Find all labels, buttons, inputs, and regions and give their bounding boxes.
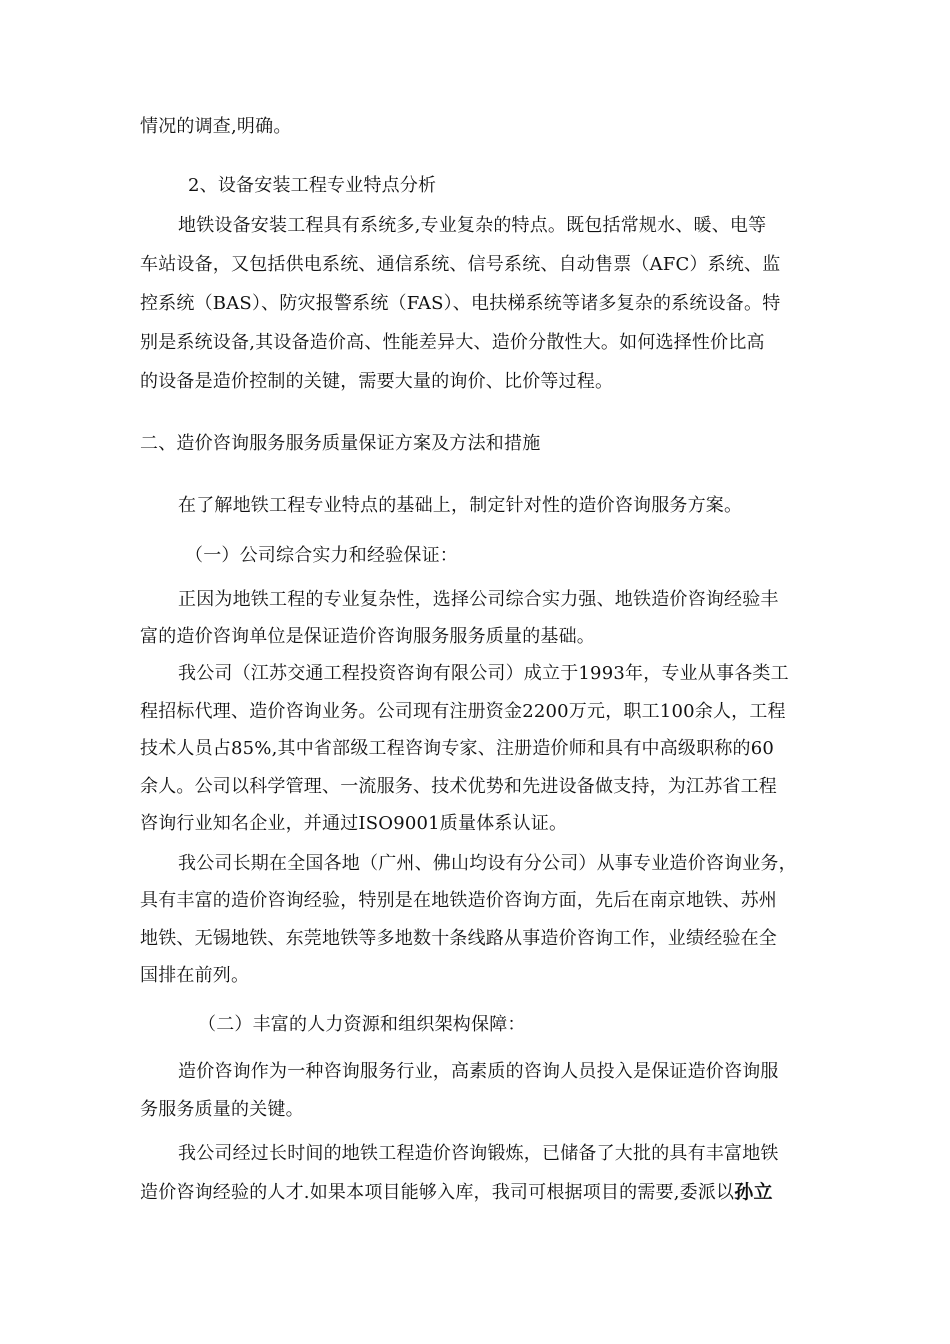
paragraph-line: 具有丰富的造价咨询经验，特别是在地铁造价咨询方面，先后在南京地铁、苏州 (140, 890, 777, 911)
chapter-heading: 二、造价咨询服务服务质量保证方案及方法和措施 (140, 433, 541, 454)
paragraph-line: 技术人员占85%,其中省部级工程咨询专家、注册造价师和具有中高级职称的60 (140, 738, 775, 759)
paragraph-line-final (140, 1180, 773, 1205)
paragraph-line: 我公司经过长时间的地铁工程造价咨询锻炼，已储备了大批的具有丰富地铁 (178, 1143, 779, 1164)
subsection-heading: （一）公司综合实力和经验保证： (185, 545, 458, 566)
subsection-heading: （二）丰富的人力资源和组织架构保障： (198, 1014, 526, 1035)
paragraph-line: 地铁设备安装工程具有系统多,专业复杂的特点。既包括常规水、暖、电等 (178, 215, 767, 236)
paragraph-line: 控系统（BAS）、防灾报警系统（FAS）、电扶梯系统等诸多复杂的系统设备。特 (140, 293, 781, 314)
paragraph-text: 造价咨询经验的人才.如果本项目能够入库，我司可根据项目的需要,委派以 (140, 1182, 735, 1203)
paragraph-line: 别是系统设备,其设备造价高、性能差异大、造价分散性大。如何选择性价比高 (140, 332, 765, 353)
paragraph-line: 情况的调查,明确。 (140, 116, 292, 137)
paragraph-line: 咨询行业知名企业，并通过ISO9001质量体系认证。 (140, 813, 568, 834)
paragraph-line: 程招标代理、造价咨询业务。公司现有注册资金2200万元，职工100余人，工程 (140, 701, 786, 722)
paragraph-line: 在了解地铁工程专业特点的基础上，制定针对性的造价咨询服务方案。 (178, 495, 743, 516)
section-heading: 2、设备安装工程专业特点分析 (188, 175, 437, 196)
paragraph-line: 车站设备，又包括供电系统、通信系统、信号系统、自动售票（AFC）系统、监 (140, 254, 781, 275)
paragraph-line: 务服务质量的关键。 (140, 1099, 304, 1120)
paragraph-line: 国排在前列。 (140, 965, 250, 986)
paragraph-line: 我公司（江苏交通工程投资咨询有限公司）成立于1993年，专业从事各类工 (178, 663, 789, 684)
paragraph-line: 余人。公司以科学管理、一流服务、技术优势和先进设备做支持，为江苏省工程 (140, 776, 777, 797)
paragraph-line: 地铁、无锡地铁、东莞地铁等多地数十条线路从事造价咨询工作，业绩经验在全 (140, 928, 777, 949)
paragraph-line: 正因为地铁工程的专业复杂性，选择公司综合实力强、地铁造价咨询经验丰 (178, 589, 779, 610)
paragraph-line: 的设备是造价控制的关键，需要大量的询价、比价等过程。 (140, 371, 614, 392)
paragraph-line: 我公司长期在全国各地（广州、佛山均设有分公司）从事专业造价咨询业务， (178, 853, 797, 874)
emphasized-name: 孙立 (734, 1181, 773, 1203)
paragraph-line: 造价咨询作为一种咨询服务行业，高素质的咨询人员投入是保证造价咨询服 (178, 1061, 779, 1082)
paragraph-line: 富的造价咨询单位是保证造价咨询服务服务质量的基础。 (140, 626, 595, 647)
